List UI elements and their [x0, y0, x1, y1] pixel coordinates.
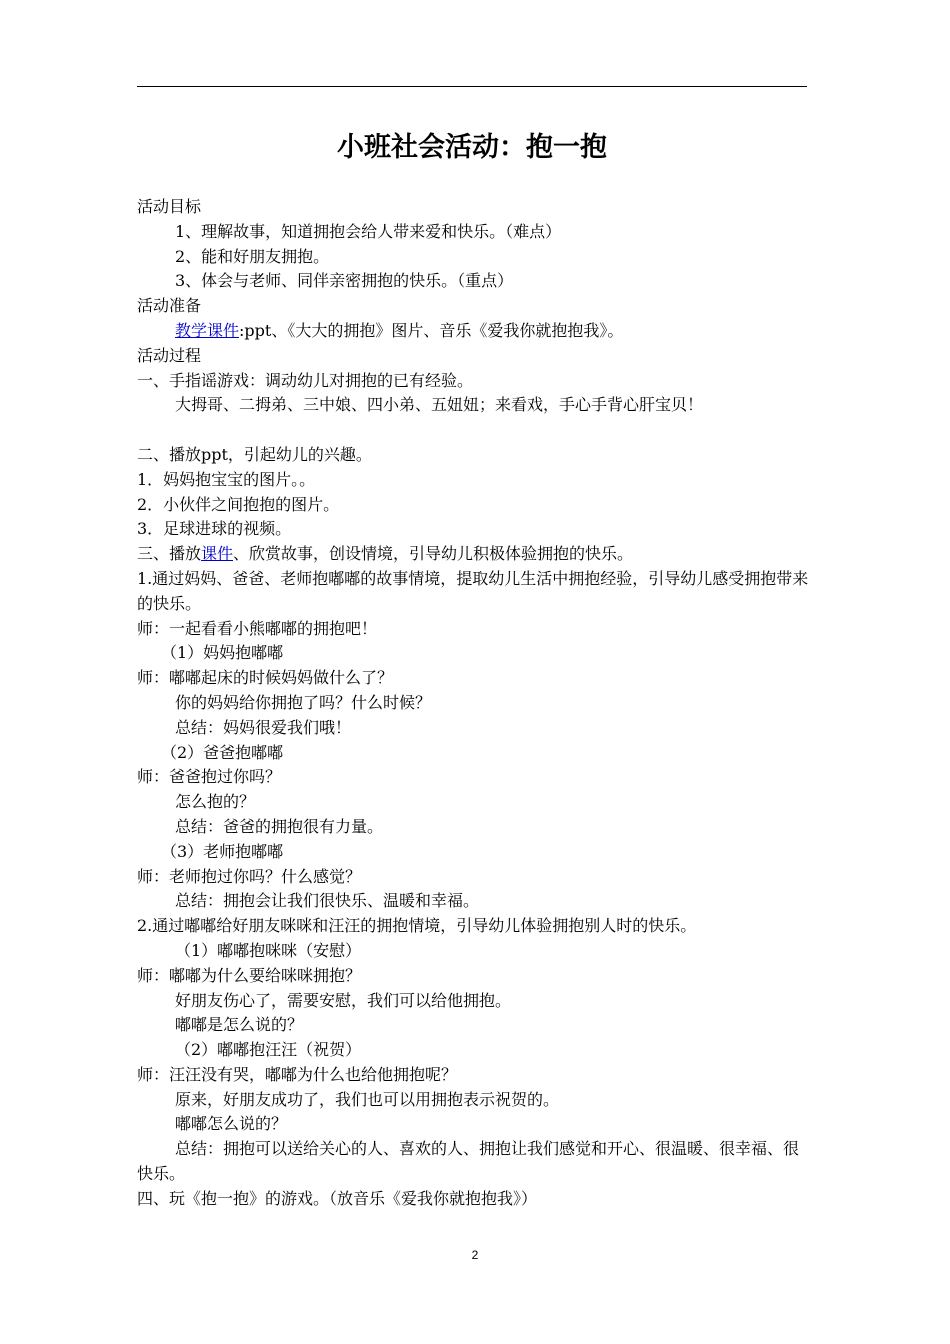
scene-teacher: （3）老师抱嘟嘟: [161, 841, 284, 861]
page-number: 2: [471, 1248, 479, 1262]
step-2-item-2: 2．小伙伴之间抱抱的图片。: [137, 494, 340, 514]
header-rule: [137, 86, 807, 87]
step-4-heading: 四、玩《抱一抱》的游戏。（放音乐《爱我你就抱抱我》）: [137, 1188, 538, 1208]
step-2-item-1: 1．妈妈抱宝宝的图片。。: [137, 469, 316, 489]
step-3-pre: 三、播放: [137, 544, 202, 564]
teacher-line: 师：汪汪没有哭，嘟嘟为什么也给他拥抱呢？: [137, 1064, 458, 1084]
goal-item-2: 2、能和好朋友拥抱。: [175, 246, 330, 266]
summary-line: 总结：妈妈很爱我们哦！: [175, 717, 352, 737]
step-2-item-3: 3．足球进球的视频。: [137, 519, 292, 539]
section-heading-goals: 活动目标: [137, 197, 202, 216]
finger-rhyme-text: 大拇哥、二拇弟、三中娘、四小弟、五妞妞；来看戏，手心手背心肝宝贝！: [175, 395, 704, 415]
teacher-line: 师：爸爸抱过你吗？: [137, 767, 282, 787]
goal-item-3: 3、体会与老师、同伴亲密拥抱的快乐。（重点）: [175, 271, 514, 291]
question-line: 你的妈妈给你拥抱了吗？什么时候？: [175, 692, 432, 712]
final-summary: 总结：拥抱可以送给关心的人、喜欢的人、拥抱让我们感觉和开心、很温暖、很幸福、很快乐。: [137, 1139, 800, 1184]
preparation-line: [137, 319, 809, 344]
teacher-line: 师：嘟嘟为什么要给咪咪拥抱？: [137, 965, 362, 985]
section-heading-preparation: 活动准备: [137, 296, 202, 316]
courseware-link-2[interactable]: 课件: [201, 544, 234, 564]
question-line: 怎么抱的？: [175, 792, 256, 812]
courseware-link[interactable]: 教学课件: [175, 320, 240, 340]
step-3-heading: [137, 542, 809, 567]
answer-line: 原来，好朋友成功了，我们也可以用拥抱表示祝贺的。: [175, 1089, 560, 1109]
preparation-text: :ppt、《大大的拥抱》图片、音乐《爱我你就抱抱我》。: [239, 320, 624, 340]
document-body: [137, 195, 809, 1212]
scene-mimi: （1）嘟嘟抱咪咪（安慰）: [175, 940, 362, 960]
step-3-sub-1: 1.通过妈妈、爸爸、老师抱嘟嘟的故事情境，提取幼儿生活中拥抱经验，引导幼儿感受拥抱带来的快乐。: [137, 568, 809, 613]
answer-line: 好朋友伤心了，需要安慰，我们可以给他拥抱。: [175, 990, 512, 1010]
step-3-sub-2: 2.通过嘟嘟给好朋友咪咪和汪汪的拥抱情境，引导幼儿体验拥抱别人时的快乐。: [137, 916, 697, 936]
question-line: 嘟嘟怎么说的？: [175, 1114, 288, 1134]
section-heading-process: 活动过程: [137, 345, 202, 365]
step-3-post: 、欣赏故事，创设情境，引导幼儿积极体验拥抱的快乐。: [233, 544, 634, 564]
step-2-heading: 二、播放ppt，引起幼儿的兴趣。: [137, 444, 372, 464]
teacher-line: 师：嘟嘟起床的时候妈妈做什么了？: [137, 668, 394, 688]
scene-wangwang: （2）嘟嘟抱汪汪（祝贺）: [175, 1040, 362, 1060]
document-title: 小班社会活动：抱一抱: [337, 132, 607, 163]
teacher-line: 师：一起看看小熊嘟嘟的拥抱吧！: [137, 618, 378, 638]
scene-dad: （2）爸爸抱嘟嘟: [161, 742, 284, 762]
scene-mom: （1）妈妈抱嘟嘟: [161, 643, 284, 663]
step-1-heading: 一、手指谣游戏：调动幼儿对拥抱的已有经验。: [137, 370, 474, 390]
summary-line: 总结：爸爸的拥抱很有力量。: [175, 816, 384, 836]
question-line: 嘟嘟是怎么说的？: [175, 1015, 304, 1035]
goal-item-1: 1、理解故事，知道拥抱会给人带来爱和快乐。（难点）: [175, 221, 562, 241]
summary-line: 总结：拥抱会让我们很快乐、温暖和幸福。: [175, 891, 480, 911]
blank-line: [137, 418, 809, 443]
teacher-line: 师：老师抱过你吗？什么感觉？: [137, 866, 362, 886]
